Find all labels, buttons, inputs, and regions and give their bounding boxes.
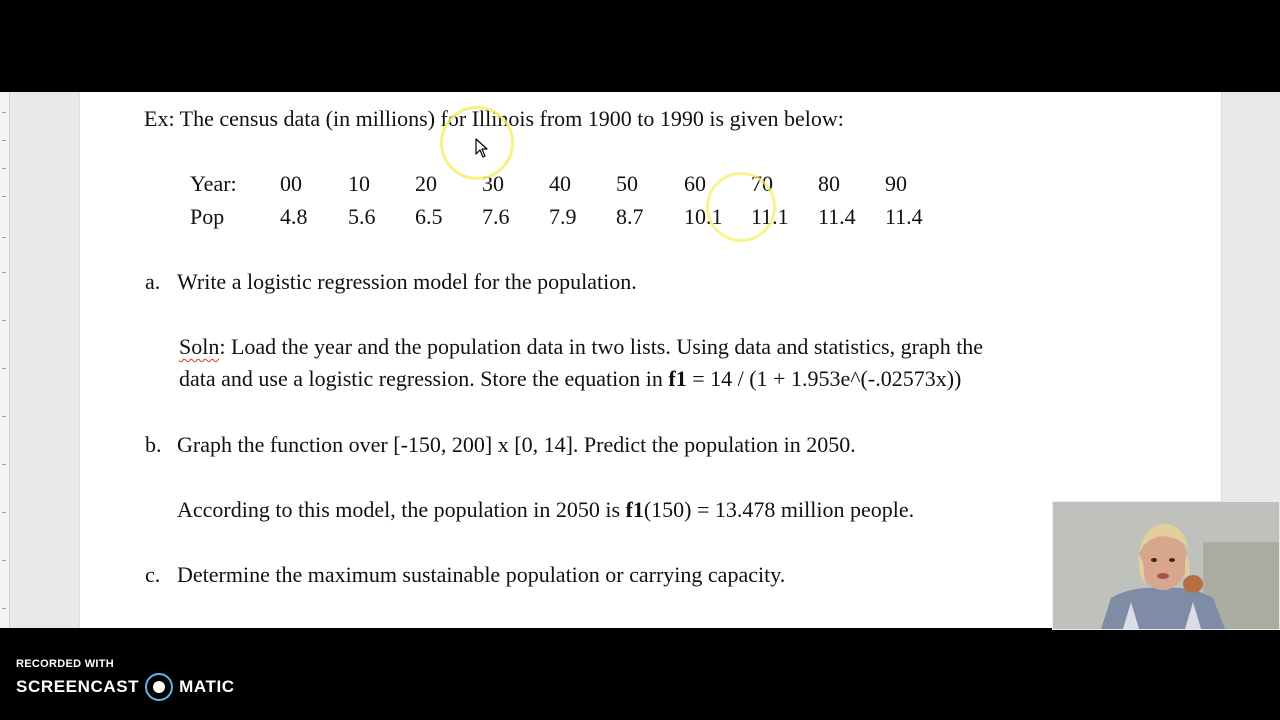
answer-pre: According to this model, the population in 2050 is [177, 497, 626, 522]
pop-cell: 11.4 [885, 204, 923, 229]
mouse-cursor-icon [475, 138, 489, 158]
pop-cell: 7.6 [482, 204, 510, 229]
matic-label: MATIC [179, 677, 235, 696]
pop-cell: 8.7 [616, 204, 644, 229]
vertical-ruler [0, 92, 10, 628]
screencast-label: SCREENCAST [16, 677, 140, 696]
screencast-branding [16, 658, 235, 701]
year-cell: 60 [684, 171, 706, 196]
soln-text-1: : Load the year and the population data in two lists. Using data and statistics, graph the [219, 334, 984, 359]
pop-cell: 7.9 [549, 204, 577, 229]
intro-text: Ex: The census data (in millions) for Illinois from 1900 to 1990 is given below: [144, 106, 844, 131]
year-cell: 20 [415, 171, 437, 196]
part-b-question: Graph the function over [-150, 200] x [0, 14]. Predict the population in 2050. [177, 432, 856, 457]
soln-label: Soln [179, 334, 220, 359]
part-a-solution-line-1 [179, 334, 983, 360]
recorded-with-label: RECORDED WITH [16, 658, 115, 670]
function-name: f1 [668, 366, 687, 391]
function-name: f1 [625, 497, 644, 522]
pop-cell: 6.5 [415, 204, 443, 229]
pop-cell: 11.4 [818, 204, 856, 229]
year-cell: 90 [885, 171, 907, 196]
year-cell: 30 [482, 171, 504, 196]
year-label: Year: [190, 171, 237, 196]
pop-cell: 4.8 [280, 204, 308, 229]
year-cell: 00 [280, 171, 302, 196]
part-a-question: Write a logistic regression model for the population. [177, 269, 637, 294]
part-a-marker: a. [145, 269, 161, 294]
part-b-marker: b. [145, 432, 162, 457]
answer-post: (150) = 13.478 million people. [643, 497, 915, 522]
part-b-answer [177, 497, 914, 523]
part-c-marker: c. [145, 562, 161, 587]
pop-label: Pop [190, 204, 225, 229]
pop-cell: 11.1 [751, 204, 789, 229]
webcam-overlay [1052, 501, 1280, 630]
soln-text-2: data and use a logistic regression. Store the equation in [179, 366, 669, 391]
part-c-question: Determine the maximum sustainable population or carrying capacity. [177, 562, 786, 587]
document-page[interactable] [79, 92, 1222, 628]
year-cell: 70 [751, 171, 773, 196]
year-cell: 80 [818, 171, 840, 196]
pop-cell: 10.1 [684, 204, 723, 229]
year-cell: 10 [348, 171, 370, 196]
year-cell: 40 [549, 171, 571, 196]
year-cell: 50 [616, 171, 638, 196]
screencast-logo-icon [145, 673, 173, 701]
part-a-solution-line-2 [179, 366, 961, 392]
pop-cell: 5.6 [348, 204, 376, 229]
logistic-equation: = 14 / (1 + 1.953e^(-.02573x)) [686, 366, 962, 391]
presenter-video-icon [1053, 502, 1279, 629]
